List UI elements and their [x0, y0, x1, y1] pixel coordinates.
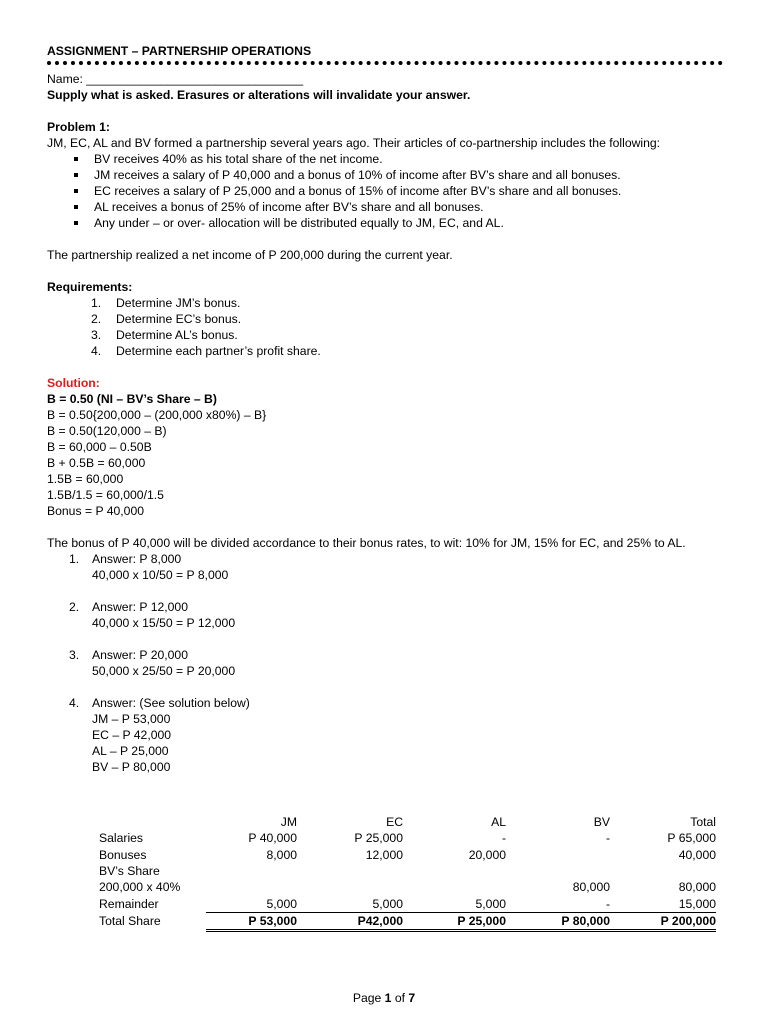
answer-block: 2. Answer: P 12,000 40,000 x 15/50 = P 12,000: [47, 599, 723, 631]
solution-step: B = 0.50(120,000 – B): [47, 424, 167, 438]
solution-step: 1.5B/1.5 = 60,000/1.5: [47, 488, 164, 502]
column-header-jm: JM: [280, 815, 297, 830]
answer-block: 4. Answer: (See solution below) JM – P 53,000 EC – P 42,000 AL – P 25,000 BV – P 80,000: [47, 695, 723, 775]
list-item: AL receives a bonus of 25% of income after BV’s share and all bonuses.: [74, 199, 723, 215]
table-row: Remainder 5,000 5,000 5,000 - 15,000: [99, 896, 716, 911]
list-item: BV receives 40% as his total share of the net income.: [74, 151, 723, 167]
dotted-divider: [47, 61, 723, 65]
solution-step: Bonus = P 40,000: [47, 504, 145, 518]
solution-heading: Solution:: [47, 376, 100, 390]
requirements-heading: Requirements:: [47, 280, 133, 294]
answer-work: 40,000 x 10/50 = P 8,000: [92, 568, 229, 582]
solution-step: B + 0.5B = 60,000: [47, 456, 146, 470]
column-header-total: Total: [690, 815, 716, 830]
answer-text: Answer: P 8,000: [92, 552, 182, 566]
answer-work: BV – P 80,000: [92, 760, 171, 774]
list-item: 1. Determine JM’s bonus.: [91, 296, 241, 310]
document-page: [47, 43, 723, 775]
answer-work: 40,000 x 15/50 = P 12,000: [92, 616, 236, 630]
assignment-title: ASSIGNMENT – PARTNERSHIP OPERATIONS: [47, 44, 312, 58]
table-header-row: [99, 814, 716, 830]
solution-step: B = 0.50{200,000 – (200,000 x80%) – B}: [47, 408, 267, 422]
list-item: 2. Determine EC’s bonus.: [91, 312, 242, 326]
page-footer: Page 1 of 7: [352, 991, 416, 1005]
problem-heading: Problem 1:: [47, 120, 110, 134]
instruction-text: Supply what is asked. Erasures or alterations will invalidate your answer.: [47, 88, 471, 102]
name-line: Name: ________________________________: [47, 72, 304, 86]
problem-intro: JM, EC, AL and BV formed a partnership several years ago. Their articles of co-partnership includes the following:: [47, 136, 661, 150]
articles-list: [47, 151, 723, 231]
table-row: 200,000 x 40% 80,000 80,000: [99, 880, 716, 895]
page-total: 7: [408, 991, 416, 1005]
list-item: 4. Determine each partner’s profit share.: [91, 344, 321, 358]
bonus-formula: B = 0.50 (NI – BV’s Share – B): [47, 392, 217, 406]
table-row: BV’s Share: [99, 864, 160, 879]
answer-block: 3. Answer: P 20,000 50,000 x 25/50 = P 20,000: [47, 647, 723, 679]
answer-block: 1. Answer: P 8,000 40,000 x 10/50 = P 8,000: [47, 551, 723, 583]
list-item: JM receives a salary of P 40,000 and a bonus of 10% of income after BV’s share and all bonuses.: [74, 167, 723, 183]
answer-text: Answer: (See solution below): [92, 696, 250, 710]
page-number: 1: [384, 991, 392, 1005]
answer-text: Answer: P 12,000: [92, 600, 188, 614]
requirements-list: [47, 295, 723, 359]
column-header-bv: BV: [593, 815, 610, 830]
list-item: EC receives a salary of P 25,000 and a bonus of 15% of income after BV’s share and all bonuses.: [74, 183, 723, 199]
table-row: Bonuses 8,000 12,000 20,000 40,000: [99, 847, 716, 862]
answer-work: AL – P 25,000: [92, 744, 169, 758]
bonus-note: The bonus of P 40,000 will be divided accordance to their bonus rates, to wit: 10% for JM, 15% for EC, and 25% to AL.: [47, 536, 686, 550]
column-header-ec: EC: [386, 815, 403, 830]
answer-work: JM – P 53,000: [92, 712, 171, 726]
column-header-al: AL: [491, 815, 506, 830]
answer-work: 50,000 x 25/50 = P 20,000: [92, 664, 236, 678]
net-income-text: The partnership realized a net income of P 200,000 during the current year.: [47, 248, 453, 262]
solution-step: 1.5B = 60,000: [47, 472, 124, 486]
profit-share-table: [99, 814, 716, 932]
solution-step: B = 60,000 – 0.50B: [47, 440, 152, 454]
answer-text: Answer: P 20,000: [92, 648, 188, 662]
table-row: Salaries P 40,000 P 25,000 - - P 65,000: [99, 831, 716, 846]
answer-work: EC – P 42,000: [92, 728, 172, 742]
list-item: Any under – or over- allocation will be distributed equally to JM, EC, and AL.: [74, 215, 723, 231]
table-total-row: Total Share P 53,000 P42,000 P 25,000 P 80,000 P 200,000: [99, 912, 716, 930]
list-item: 3. Determine AL’s bonus.: [91, 328, 238, 342]
